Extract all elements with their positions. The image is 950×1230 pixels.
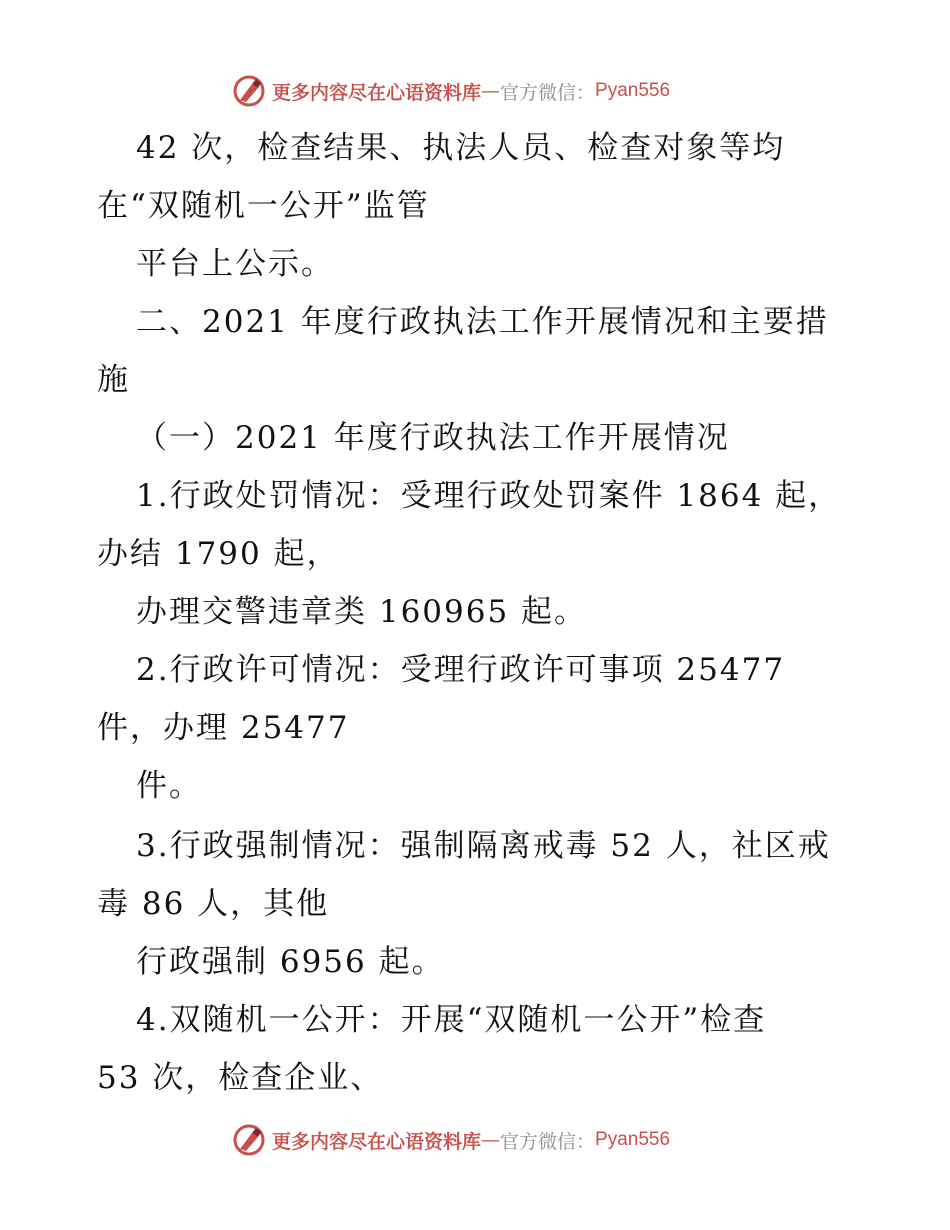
body-line: 毒 86 人，其他 bbox=[97, 886, 330, 922]
body-line: 办理交警违章类 160965 起。 bbox=[136, 594, 588, 630]
body-line: 件。 bbox=[136, 768, 202, 804]
footer-watermark bbox=[232, 1123, 670, 1157]
watermark-text: 更多内容尽在心语资料库 bbox=[272, 1130, 482, 1153]
section-heading: 二、2021 年度行政执法工作开展情况和主要措 bbox=[136, 304, 829, 340]
body-line: 在“双随机一公开”监管 bbox=[97, 188, 430, 224]
watermark-dash: — bbox=[481, 1129, 501, 1151]
body-line: 4.双随机一公开：开展“双随机一公开”检查 bbox=[136, 1002, 767, 1038]
watermark-text: 更多内容尽在心语资料库 bbox=[272, 81, 482, 104]
body-line: 1.行政处罚情况：受理行政处罚案件 1864 起， bbox=[136, 478, 842, 514]
body-line: 平台上公示。 bbox=[136, 246, 334, 282]
watermark-official-label: 官方微信： bbox=[500, 1130, 596, 1153]
watermark-dash: — bbox=[481, 80, 501, 102]
watermark-wechat-id: Pyan556 bbox=[595, 80, 671, 101]
body-line: 42 次，检查结果、执法人员、检查对象等均 bbox=[136, 130, 786, 166]
body-line: 53 次，检查企业、 bbox=[97, 1060, 384, 1096]
subsection-heading: （一）2021 年度行政执法工作开展情况 bbox=[136, 420, 730, 456]
body-line: 件，办理 25477 bbox=[97, 710, 350, 746]
body-line: 办结 1790 起， bbox=[97, 536, 340, 572]
body-line: 行政强制 6956 起。 bbox=[136, 944, 445, 980]
body-line: 2.行政许可情况：受理行政许可事项 25477 bbox=[136, 652, 786, 688]
body-line: 施 bbox=[97, 362, 130, 398]
body-line: 3.行政强制情况：强制隔离戒毒 52 人，社区戒 bbox=[136, 828, 831, 864]
watermark-official-label: 官方微信： bbox=[500, 81, 596, 104]
watermark-wechat-id: Pyan556 bbox=[595, 1129, 671, 1150]
pen-logo-icon bbox=[232, 1123, 266, 1157]
